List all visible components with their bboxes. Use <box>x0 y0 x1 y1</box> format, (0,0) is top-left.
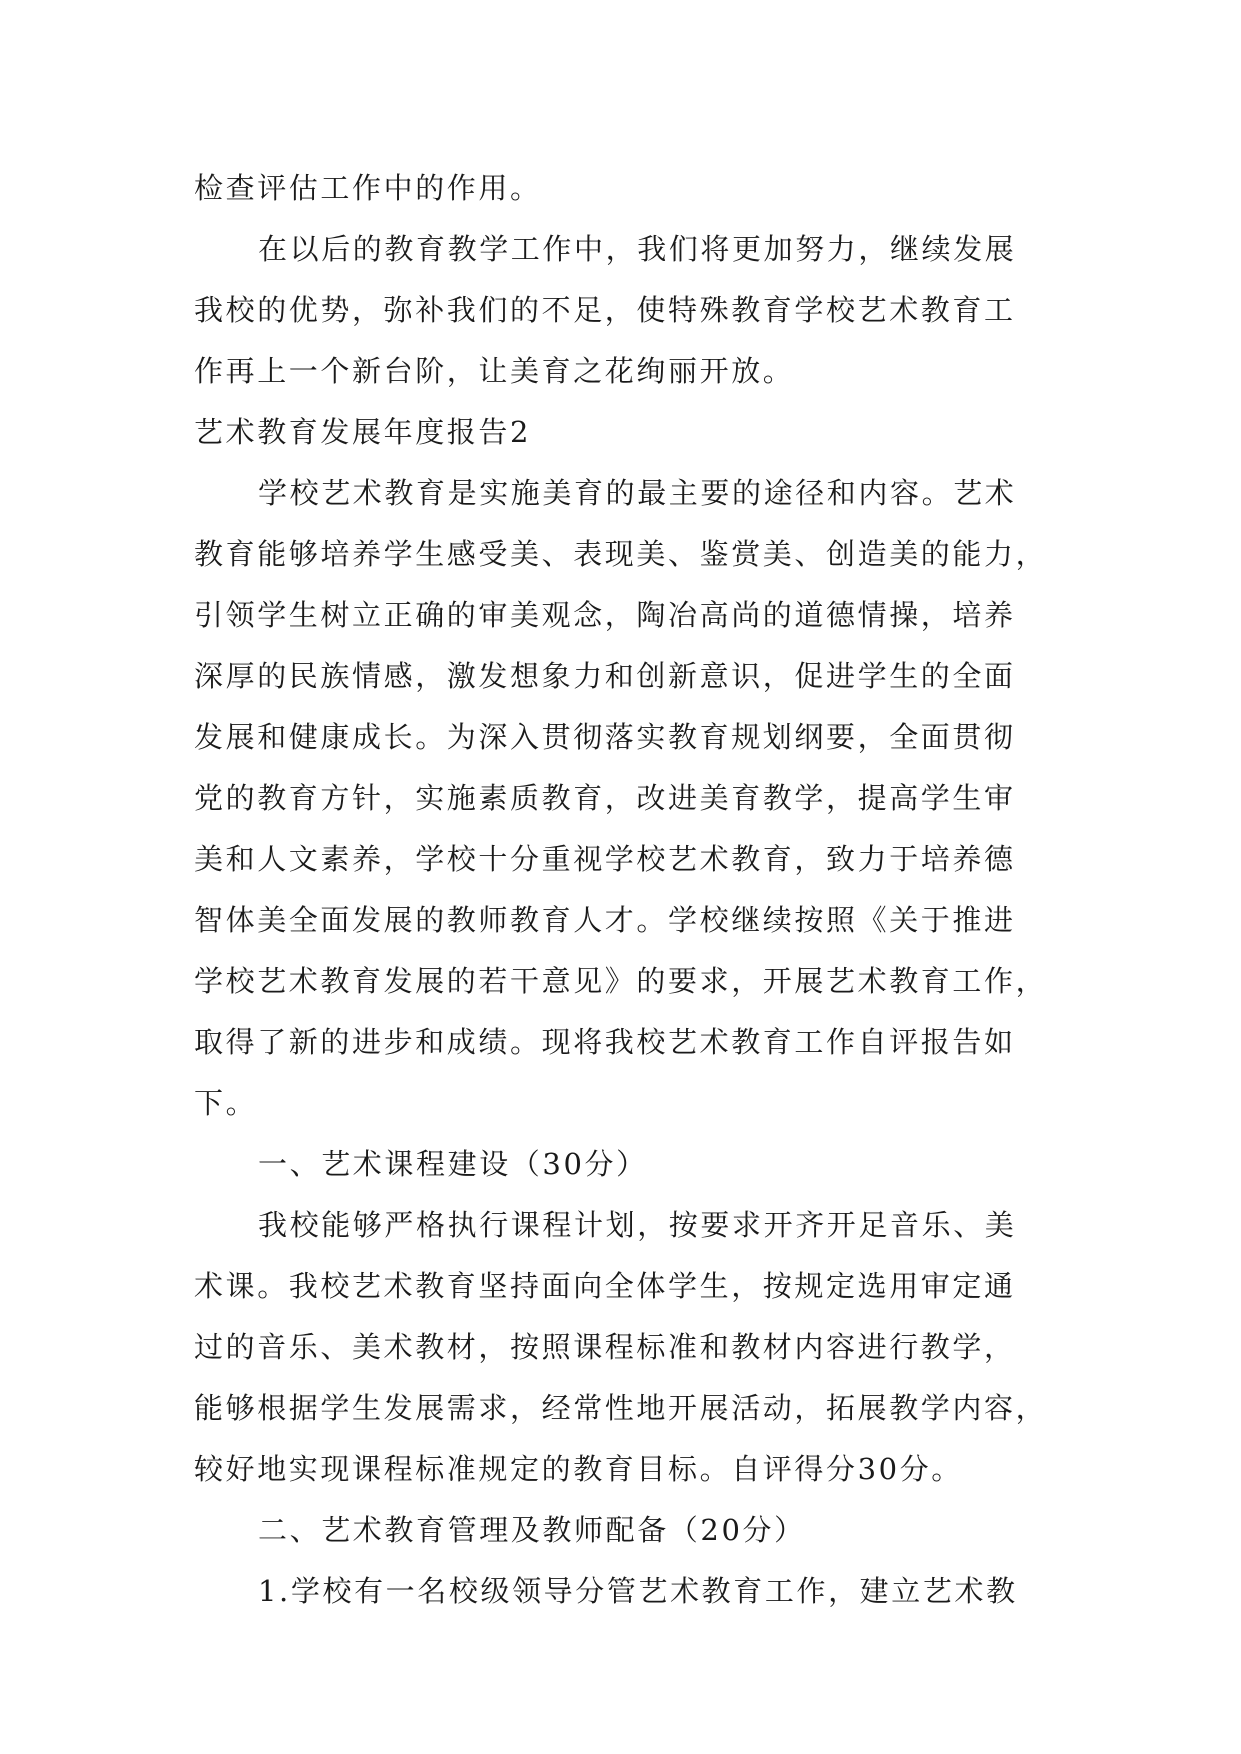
text-line: 深厚的民族情感，激发想象力和创新意识，促进学生的全面 <box>194 659 1016 693</box>
text-line: 较好地实现课程标准规定的教育目标。自评得分30分。 <box>194 1452 963 1486</box>
text-line: 教育能够培养学生感受美、表现美、鉴赏美、创造美的能力， <box>194 537 1048 571</box>
text-line: 党的教育方针，实施素质教育，改进美育教学，提高学生审 <box>194 781 1016 815</box>
text-line: 取得了新的进步和成绩。现将我校艺术教育工作自评报告如 <box>194 1025 1016 1059</box>
text-line: 智体美全面发展的教师教育人才。学校继续按照《关于推进 <box>194 903 1016 937</box>
text-line: 引领学生树立正确的审美观念，陶冶高尚的道德情操，培养 <box>194 598 1016 632</box>
text-line: 过的音乐、美术教材，按照课程标准和教材内容进行教学， <box>194 1330 1016 1364</box>
text-line: 发展和健康成长。为深入贯彻落实教育规划纲要，全面贯彻 <box>194 720 1016 754</box>
text-line: 下。 <box>194 1086 258 1120</box>
text-line: 检查评估工作中的作用。 <box>194 171 542 205</box>
text-line: 在以后的教育教学工作中，我们将更加努力，继续发展 <box>258 232 1017 266</box>
document-body <box>194 158 1054 1622</box>
text-line: 我校能够严格执行课程计划，按要求开齐开足音乐、美 <box>258 1208 1017 1242</box>
text-line: 能够根据学生发展需求，经常性地开展活动，拓展教学内容， <box>194 1391 1048 1425</box>
text-line: 美和人文素养，学校十分重视学校艺术教育，致力于培养德 <box>194 842 1016 876</box>
text-line: 学校艺术教育是实施美育的最主要的途径和内容。艺术 <box>258 476 1017 510</box>
text-line: 艺术教育发展年度报告2 <box>194 415 532 449</box>
text-line: 术课。我校艺术教育坚持面向全体学生，按规定选用审定通 <box>194 1269 1016 1303</box>
text-line: 学校艺术教育发展的若干意见》的要求，开展艺术教育工作， <box>194 964 1048 998</box>
text-line: 我校的优势，弥补我们的不足，使特殊教育学校艺术教育工 <box>194 293 1016 327</box>
text-line: 作再上一个新台阶，让美育之花绚丽开放。 <box>194 354 795 388</box>
text-line: 1.学校有一名校级领导分管艺术教育工作，建立艺术教 <box>258 1574 1018 1608</box>
text-line: 二、艺术教育管理及教师配备（20分） <box>258 1513 806 1547</box>
text-line: 一、艺术课程建设（30分） <box>258 1147 648 1181</box>
